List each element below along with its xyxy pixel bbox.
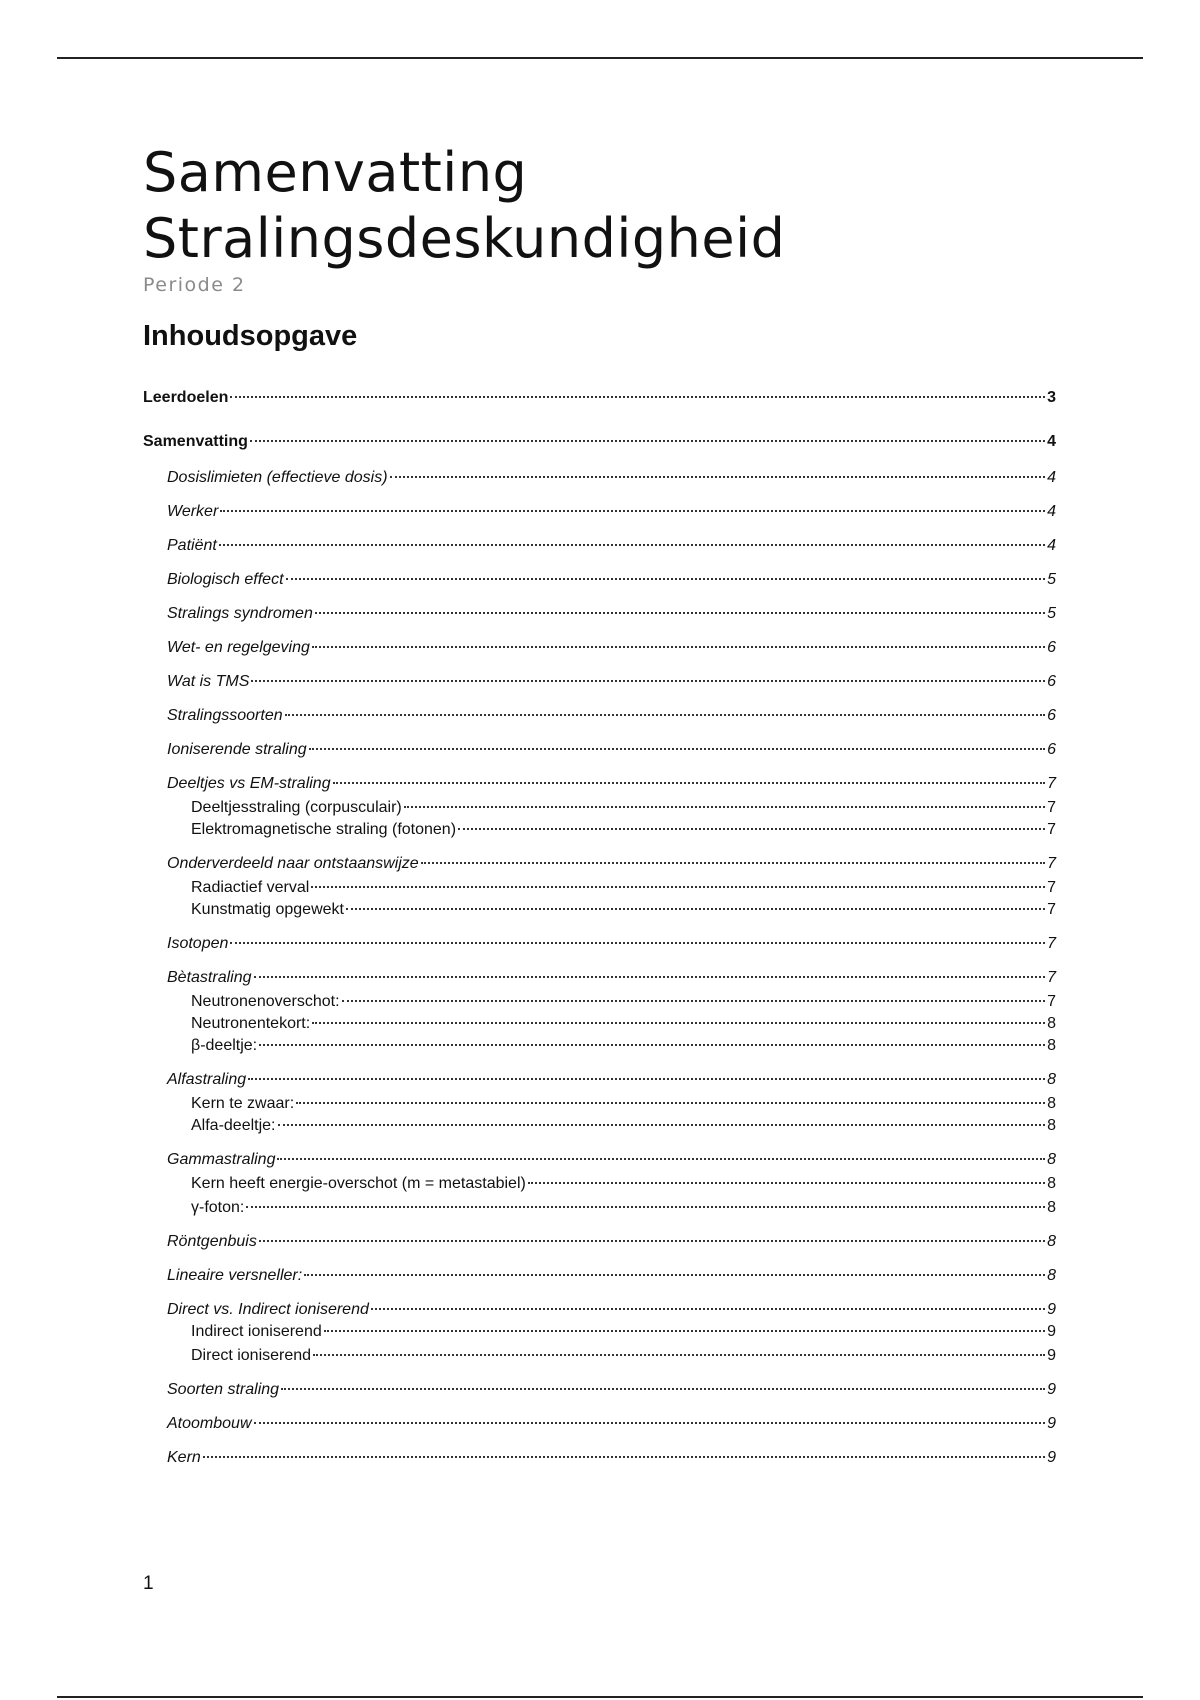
toc-dot-leader xyxy=(285,714,1045,716)
toc-dot-leader xyxy=(304,1274,1045,1276)
toc-dot-leader xyxy=(296,1102,1045,1104)
toc-entry-title: Soorten straling xyxy=(167,1381,280,1398)
toc-entry-title: Patiënt xyxy=(167,537,217,554)
toc-entry-page: 5 xyxy=(1047,605,1056,622)
toc-dot-leader xyxy=(246,1206,1045,1208)
toc-entry-page: 7 xyxy=(1047,935,1056,952)
toc-dot-leader xyxy=(254,1422,1046,1424)
toc-entry[interactable] xyxy=(143,878,1056,898)
toc-entry-page: 6 xyxy=(1047,707,1056,724)
toc-entry-page: 7 xyxy=(1047,969,1056,986)
toc-entry-page: 8 xyxy=(1047,1037,1056,1054)
toc-entry[interactable] xyxy=(143,672,1056,692)
toc-entry-page: 4 xyxy=(1047,433,1056,450)
toc-entry-title: Deeltjesstraling (corpusculair) xyxy=(191,799,402,816)
toc-entry-title: Lineaire versneller: xyxy=(167,1267,303,1284)
toc-entry-page: 9 xyxy=(1047,1347,1056,1364)
toc-entry-page: 8 xyxy=(1047,1071,1056,1088)
toc-entry[interactable] xyxy=(143,468,1056,488)
toc-entry[interactable] xyxy=(143,1300,1056,1320)
toc-entry[interactable] xyxy=(143,820,1056,840)
toc-entry[interactable] xyxy=(143,536,1056,556)
toc-dot-leader xyxy=(333,782,1045,784)
toc-entry-page: 7 xyxy=(1047,993,1056,1010)
toc-dot-leader xyxy=(346,908,1045,910)
toc-entry[interactable] xyxy=(143,992,1056,1012)
toc-dot-leader xyxy=(259,1240,1045,1242)
toc-dot-leader xyxy=(312,646,1045,648)
toc-entry[interactable] xyxy=(143,706,1056,726)
toc-dot-leader xyxy=(312,1022,1045,1024)
title-block xyxy=(143,140,1056,353)
toc-entry[interactable] xyxy=(143,798,1056,818)
toc-entry-title: Kern te zwaar: xyxy=(191,1095,295,1112)
toc-entry-title: Onderverdeeld naar ontstaanswijze xyxy=(167,855,419,872)
toc-entry[interactable] xyxy=(143,570,1056,590)
toc-dot-leader xyxy=(404,806,1045,808)
toc-entry-title: Direct vs. Indirect ioniserend xyxy=(167,1301,369,1318)
toc-entry-page: 8 xyxy=(1047,1233,1056,1250)
toc-entry-title: Alfa-deeltje: xyxy=(191,1117,276,1134)
toc-entry[interactable] xyxy=(143,432,1056,452)
toc-entry-title: Röntgenbuis xyxy=(167,1233,257,1250)
toc-entry-title: Biologisch effect xyxy=(167,571,284,588)
toc-entry-page: 7 xyxy=(1047,775,1056,792)
toc-entry-page: 7 xyxy=(1047,879,1056,896)
toc-dot-leader xyxy=(390,476,1046,478)
toc-entry-title: Elektromagnetische straling (fotonen) xyxy=(191,821,457,838)
toc-entry[interactable] xyxy=(143,774,1056,794)
toc-entry-title: Indirect ioniserend xyxy=(191,1323,322,1340)
document-title xyxy=(143,140,1056,272)
toc-entry[interactable] xyxy=(143,388,1056,408)
toc-entry-page: 7 xyxy=(1047,799,1056,816)
toc-dot-leader xyxy=(342,1000,1046,1002)
toc-entry-page: 8 xyxy=(1047,1175,1056,1192)
toc-entry-page: 9 xyxy=(1047,1415,1056,1432)
toc-entry-title: Kunstmatig opgewekt xyxy=(191,901,344,918)
toc-entry-page: 8 xyxy=(1047,1151,1056,1168)
toc-dot-leader xyxy=(278,1124,1046,1126)
toc-entry-title: Stralings syndromen xyxy=(167,605,313,622)
toc-entry-page: 8 xyxy=(1047,1267,1056,1284)
toc-entry-title: Kern xyxy=(167,1449,201,1466)
toc-entry-page: 4 xyxy=(1047,537,1056,554)
toc-dot-leader xyxy=(250,440,1045,442)
toc-entry-title: Gammastraling xyxy=(167,1151,276,1168)
toc-entry-title: Stralingssoorten xyxy=(167,707,283,724)
toc-entry[interactable] xyxy=(143,1414,1056,1434)
toc-dot-leader xyxy=(286,578,1046,580)
toc-dot-leader xyxy=(203,1456,1045,1458)
toc-dot-leader xyxy=(324,1330,1045,1332)
toc-entry[interactable] xyxy=(143,1266,1056,1286)
toc-dot-leader xyxy=(230,942,1045,944)
toc-entry-page: 7 xyxy=(1047,855,1056,872)
toc-entry-page: 9 xyxy=(1047,1381,1056,1398)
toc-entry-page: 4 xyxy=(1047,469,1056,486)
toc-dot-leader xyxy=(277,1158,1045,1160)
toc-entry-title: Bètastraling xyxy=(167,969,252,986)
toc-dot-leader xyxy=(251,680,1045,682)
toc-entry[interactable] xyxy=(143,1322,1056,1342)
toc-entry-title: Wet- en regelgeving xyxy=(167,639,310,656)
toc-entry[interactable] xyxy=(143,502,1056,522)
toc-entry-title: Deeltjes vs EM-straling xyxy=(167,775,331,792)
toc-entry[interactable] xyxy=(143,604,1056,624)
toc-entry-page: 7 xyxy=(1047,821,1056,838)
toc-entry[interactable] xyxy=(143,1070,1056,1090)
toc-entry-page: 8 xyxy=(1047,1095,1056,1112)
toc-heading: Inhoudsopgave xyxy=(143,320,358,352)
toc-dot-leader xyxy=(421,862,1045,864)
toc-entry[interactable] xyxy=(143,740,1056,760)
toc-entry[interactable] xyxy=(143,1380,1056,1400)
toc-entry[interactable] xyxy=(143,638,1056,658)
toc-dot-leader xyxy=(220,510,1045,512)
toc-entry[interactable] xyxy=(143,1448,1056,1468)
toc-entry[interactable] xyxy=(143,1150,1056,1170)
toc-dot-leader xyxy=(248,1078,1045,1080)
toc-dot-leader xyxy=(458,828,1045,830)
header-rule xyxy=(57,57,1143,59)
title-line-1: Samenvatting xyxy=(143,141,528,204)
toc-entry-page: 9 xyxy=(1047,1449,1056,1466)
toc-dot-leader xyxy=(528,1182,1045,1184)
toc-dot-leader xyxy=(281,1388,1045,1390)
toc-entry-page: 8 xyxy=(1047,1015,1056,1032)
toc-dot-leader xyxy=(230,396,1045,398)
toc-entry-page: 3 xyxy=(1047,389,1056,406)
toc-entry[interactable] xyxy=(143,1036,1056,1056)
toc-entry-page: 4 xyxy=(1047,503,1056,520)
toc-entry[interactable] xyxy=(143,1094,1056,1114)
toc-entry-page: 5 xyxy=(1047,571,1056,588)
footer-rule xyxy=(57,1696,1143,1698)
page-number: 1 xyxy=(143,1573,154,1594)
toc-dot-leader xyxy=(254,976,1046,978)
toc-entry-title: Dosislimieten (effectieve dosis) xyxy=(167,469,388,486)
toc-entry-title: Isotopen xyxy=(167,935,229,952)
toc-entry[interactable] xyxy=(143,1346,1056,1366)
toc-dot-leader xyxy=(259,1044,1045,1046)
toc-entry[interactable] xyxy=(143,1232,1056,1252)
toc-entry-title: Kern heeft energie-overschot (m = metastabiel) xyxy=(191,1175,526,1192)
toc-entry[interactable] xyxy=(143,854,1056,874)
toc-entry-page: 6 xyxy=(1047,741,1056,758)
toc-entry[interactable] xyxy=(143,1116,1056,1136)
document-subtitle: Periode 2 xyxy=(143,274,246,296)
toc-entry-page: 9 xyxy=(1047,1301,1056,1318)
toc-entry-title: Atoombouw xyxy=(167,1415,252,1432)
toc-entry-page: 6 xyxy=(1047,673,1056,690)
toc-entry-title: Leerdoelen xyxy=(143,389,229,406)
toc-entry-title: Neutronenoverschot: xyxy=(191,993,340,1010)
toc-entry-title: Alfastraling xyxy=(167,1071,247,1088)
toc-entry-title: Neutronentekort: xyxy=(191,1015,311,1032)
toc-dot-leader xyxy=(313,1354,1045,1356)
toc-entry-title: β-deeltje: xyxy=(191,1037,258,1054)
toc-dot-leader xyxy=(315,612,1045,614)
toc-entry-page: 6 xyxy=(1047,639,1056,656)
toc-entry[interactable] xyxy=(143,1014,1056,1034)
toc-entry-title: γ-foton: xyxy=(191,1199,245,1216)
toc-entry-page: 8 xyxy=(1047,1117,1056,1134)
toc-entry[interactable] xyxy=(143,1198,1056,1218)
toc-dot-leader xyxy=(371,1308,1045,1310)
toc-entry[interactable] xyxy=(143,934,1056,954)
toc-dot-leader xyxy=(309,748,1045,750)
toc-entry-title: Ioniserende straling xyxy=(167,741,307,758)
toc-entry-title: Direct ioniserend xyxy=(191,1347,312,1364)
toc-entry-title: Wat is TMS xyxy=(167,673,250,690)
toc-dot-leader xyxy=(219,544,1045,546)
toc-entry-page: 8 xyxy=(1047,1199,1056,1216)
toc-entry-page: 9 xyxy=(1047,1323,1056,1340)
toc-entry[interactable] xyxy=(143,1174,1056,1194)
toc-dot-leader xyxy=(311,886,1045,888)
title-line-2: Stralingsdeskundigheid xyxy=(143,207,786,270)
toc-entry-title: Radiactief verval xyxy=(191,879,310,896)
toc-entry[interactable] xyxy=(143,968,1056,988)
toc-entry-page: 7 xyxy=(1047,901,1056,918)
toc-entry[interactable] xyxy=(143,900,1056,920)
toc-entry-title: Werker xyxy=(167,503,219,520)
toc-entry-title: Samenvatting xyxy=(143,433,248,450)
